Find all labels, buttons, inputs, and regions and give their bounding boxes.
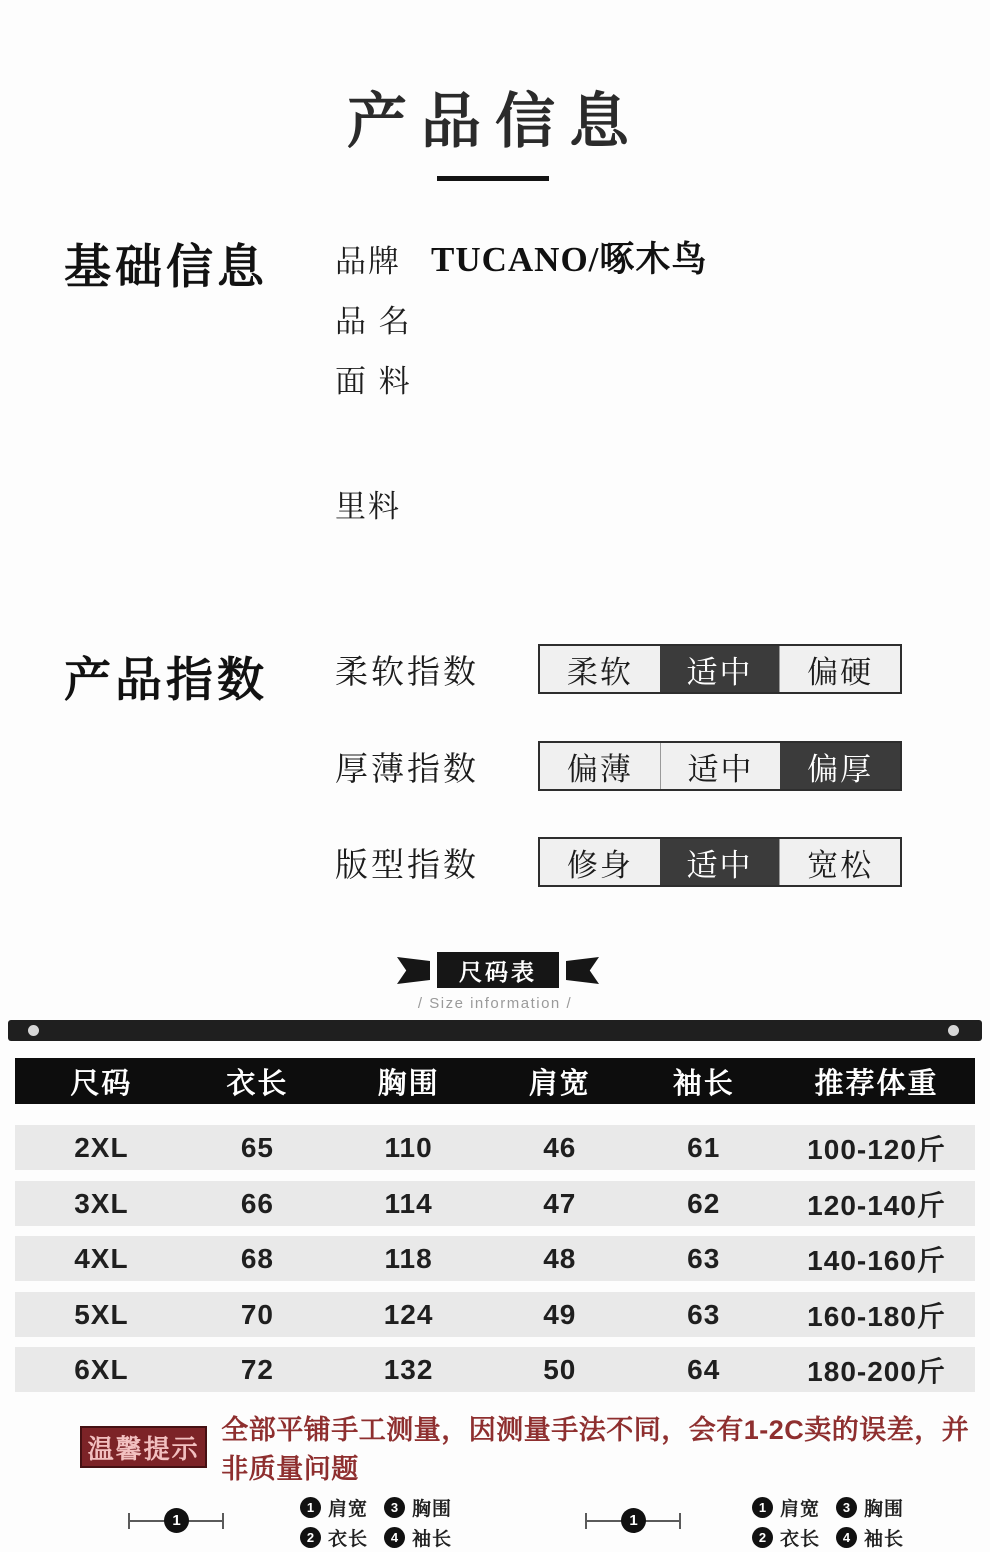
cell-shoulder: 50 (543, 1353, 577, 1385)
softness-index-bar (538, 644, 902, 694)
measure-marker-1-icon: 1 (621, 1508, 646, 1533)
legend-item-sleeve (384, 1524, 452, 1551)
product-index-section-title: 产品指数 (64, 653, 268, 706)
header-size: 尺码 (70, 1067, 133, 1100)
legend-item-shoulder (752, 1494, 820, 1521)
measure-legend-right (752, 1492, 942, 1552)
softness-option-soft: 柔软 (540, 646, 660, 692)
cell-weight: 140-160斤 (807, 1244, 946, 1276)
brand-label: 品牌 (335, 244, 401, 279)
size-table-header-row (15, 1058, 975, 1104)
divider-screw-right-icon (948, 1025, 959, 1036)
index-row-fit (335, 837, 915, 887)
legend-label: 袖长 (864, 1528, 905, 1550)
cell-length: 66 (240, 1187, 274, 1219)
thickness-option-thin: 偏薄 (540, 743, 660, 789)
cell-size: 5XL (74, 1298, 129, 1330)
legend-label: 衣长 (328, 1528, 369, 1550)
brand-value: TUCANO/啄木鸟 (431, 240, 708, 279)
legend-label: 衣长 (780, 1528, 821, 1550)
legend-item-bust (836, 1494, 904, 1521)
legend-label: 肩宽 (328, 1498, 369, 1520)
cell-shoulder: 46 (543, 1131, 577, 1163)
header-bust: 胸围 (377, 1067, 440, 1100)
cell-sleeve: 62 (687, 1187, 721, 1219)
warm-tip (80, 1408, 990, 1486)
legend-label: 袖长 (412, 1528, 453, 1550)
legend-label: 肩宽 (780, 1498, 821, 1520)
cell-bust: 124 (383, 1298, 434, 1330)
size-chart-banner-subtitle: / Size information / (417, 995, 573, 1012)
cell-weight: 180-200斤 (807, 1355, 946, 1387)
warm-tip-badge: 温馨提示 (80, 1426, 207, 1468)
field-row-fabric (335, 356, 442, 401)
table-row-4xl (15, 1236, 975, 1281)
cell-size: 3XL (74, 1187, 129, 1219)
product-name-label: 品 名 (335, 304, 412, 339)
fit-index-bar (538, 837, 902, 887)
measure-marker-1-icon: 1 (164, 1508, 189, 1533)
cell-bust: 132 (383, 1353, 434, 1385)
num-2-icon: 2 (300, 1527, 321, 1548)
fit-option-slim: 修身 (540, 839, 660, 885)
softness-option-hard: 偏硬 (779, 646, 900, 692)
legend-item-bust (384, 1494, 452, 1521)
thickness-index-bar (538, 741, 902, 791)
cell-weight: 160-180斤 (807, 1300, 946, 1332)
cell-sleeve: 63 (687, 1298, 721, 1330)
cell-shoulder: 47 (543, 1187, 577, 1219)
cell-length: 65 (240, 1131, 274, 1163)
cell-length: 72 (240, 1353, 274, 1385)
cell-size: 4XL (74, 1242, 129, 1274)
title-underline (437, 176, 549, 181)
cell-weight: 100-120斤 (807, 1133, 946, 1165)
legend-row (752, 1522, 942, 1552)
field-row-product-name (335, 296, 442, 341)
cell-bust: 114 (384, 1187, 433, 1219)
table-row-6xl (15, 1347, 975, 1392)
fit-option-medium: 适中 (660, 839, 780, 885)
ribbon-right-flag-icon (566, 957, 599, 984)
cell-size: 2XL (74, 1131, 129, 1163)
fit-option-loose: 宽松 (779, 839, 900, 885)
num-4-icon: 4 (384, 1527, 405, 1548)
table-row-2xl (15, 1125, 975, 1170)
basic-info-section-title: 基础信息 (64, 240, 268, 293)
legend-item-length (752, 1524, 820, 1551)
field-row-brand (335, 236, 707, 282)
thickness-option-thick: 偏厚 (780, 743, 900, 789)
num-3-icon: 3 (836, 1497, 857, 1518)
header-weight: 推荐体重 (814, 1067, 939, 1100)
measure-legend-left (300, 1492, 490, 1552)
cell-sleeve: 61 (687, 1131, 721, 1163)
shoulder-measure-line-left (128, 1513, 224, 1529)
cell-sleeve: 63 (687, 1242, 721, 1274)
thickness-index-label: 厚薄指数 (335, 749, 479, 787)
shoulder-measure-line-right (585, 1513, 681, 1529)
cell-shoulder: 49 (543, 1298, 577, 1330)
softness-index-label: 柔软指数 (335, 652, 479, 690)
header-sleeve: 袖长 (672, 1067, 735, 1100)
index-row-softness (335, 644, 915, 694)
softness-option-medium: 适中 (660, 646, 780, 692)
header-length: 衣长 (226, 1067, 289, 1100)
table-row-3xl (15, 1181, 975, 1226)
cell-length: 70 (240, 1298, 274, 1330)
lining-label: 里料 (335, 489, 401, 524)
legend-item-shoulder (300, 1494, 368, 1521)
legend-item-length (300, 1524, 368, 1551)
cell-bust: 118 (384, 1242, 433, 1274)
num-1-icon: 1 (752, 1497, 773, 1518)
num-1-icon: 1 (300, 1497, 321, 1518)
thickness-option-medium: 适中 (660, 743, 781, 789)
num-2-icon: 2 (752, 1527, 773, 1548)
fabric-label: 面 料 (335, 364, 412, 399)
cell-weight: 120-140斤 (807, 1189, 946, 1221)
legend-row (300, 1522, 490, 1552)
legend-label: 胸围 (864, 1498, 905, 1520)
cell-sleeve: 64 (687, 1353, 721, 1385)
ribbon-left-flag-icon (397, 957, 430, 984)
num-3-icon: 3 (384, 1497, 405, 1518)
header-shoulder: 肩宽 (528, 1067, 591, 1100)
size-chart-banner: 尺码表 (437, 952, 559, 988)
warm-tip-text: 全部平铺手工测量，因测量手法不同，会有1-2C卖的误差，并非质量问题 (221, 1415, 970, 1484)
legend-item-sleeve (836, 1524, 904, 1551)
page-title: 产品信息 (347, 88, 643, 155)
divider-bar (8, 1020, 982, 1041)
legend-label: 胸围 (412, 1498, 453, 1520)
cell-size: 6XL (74, 1353, 129, 1385)
cell-shoulder: 48 (543, 1242, 577, 1274)
index-row-thickness (335, 741, 915, 791)
table-row-5xl (15, 1292, 975, 1337)
cell-bust: 110 (384, 1131, 433, 1163)
field-row-lining (335, 481, 431, 526)
num-4-icon: 4 (836, 1527, 857, 1548)
cell-length: 68 (240, 1242, 274, 1274)
fit-index-label: 版型指数 (335, 845, 479, 883)
divider-screw-left-icon (28, 1025, 39, 1036)
legend-row (300, 1492, 490, 1522)
legend-row (752, 1492, 942, 1522)
